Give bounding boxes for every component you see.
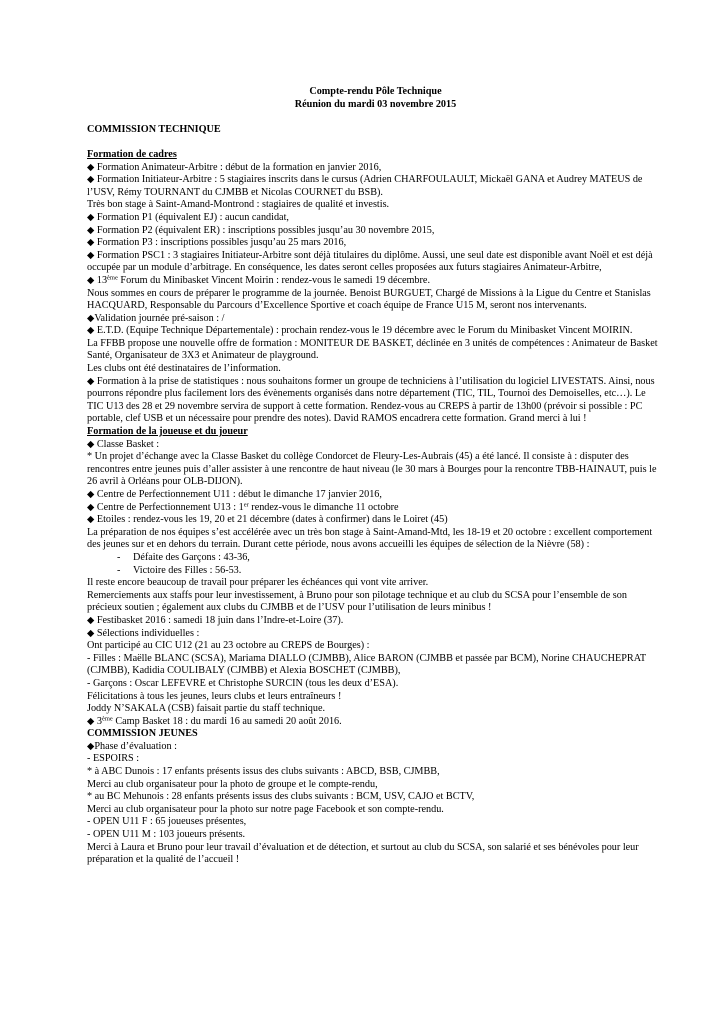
document-subtitle: Réunion du mardi 03 novembre 2015 [294, 98, 457, 110]
paragraph-text: Défaite des Garçons : 43-36, [133, 551, 250, 563]
spacer [87, 136, 664, 149]
diamond-bullet-icon: ◆ [87, 238, 95, 249]
paragraph: - OPEN U11 M : 103 joueurs présents. [87, 829, 246, 841]
paragraph-text: Formation à la prise de statistiques : nous souhaitons former un groupe de techniciens à l’utilisation du logiciel LIVESTATS. Ainsi, nous pourrons répondre plus facilement lors des évènements organisés dans notre département (TIC, TIL, Tournoi des Demoiselles, etc…). Le TIC U13 des 28 et 29 novembre servira de support à cette formation. Rendez-vous au CREPS à partir de 13h00 (prévoir si possible : PC portable, clef USB et un nécessaire pour prendre des notes). David RAMOS encadrera cette formation. Grand merci à lui ! [87, 375, 655, 425]
paragraph-text: Formation P3 : inscriptions possibles jusqu’au 25 mars 2016, [96, 237, 347, 249]
paragraph: Remerciements aux staffs pour leur investissement, à Bruno pour son pilotage technique et au club du SCSA pour l’ensemble de son précieux soutien ; également aux clubs du CJMBB et de l’USV pour l’utilisation de leurs minibus ! [87, 589, 627, 614]
list-item [87, 325, 664, 338]
paragraph-text: Formation PSC1 : 3 stagiaires Initiateur-Arbitre sont déjà titulaires du diplôme. Aussi, une seul date est disponible avant Noël et est déjà occupée par un module d’arbitrage. En conséquence, les dates seront celles proposées aux futurs stagiaires Animateur-Arbitre, [87, 249, 653, 274]
dash-icon: - [117, 551, 121, 563]
spacer [87, 111, 664, 124]
list-item [87, 439, 664, 452]
paragraph-text: Formation P2 (équivalent ER) : inscriptions possibles jusqu’au 30 novembre 2015, [96, 224, 435, 236]
list-item [87, 502, 664, 515]
paragraph-text: Forum du Minibasket Vincent Moirin : rendez-vous le samedi 19 décembre. [117, 274, 430, 286]
paragraph-text: Formation Animateur-Arbitre : début de la formation en janvier 2016, [96, 161, 382, 173]
paragraph: Les clubs ont été destinataires de l’information. [87, 363, 281, 375]
dash-list-item [87, 565, 664, 578]
diamond-bullet-icon: ◆ [87, 313, 95, 324]
paragraph: * au BC Mehunois : 28 enfants présents issus des clubs suivants : BCM, USV, CAJO et BCTV, [87, 791, 475, 803]
paragraph: Merci au club organisateur pour la photo de groupe et le compte-rendu, [87, 778, 378, 790]
paragraph: Très bon stage à Saint-Amand-Montrond : stagiaires de qualité et investis. [87, 199, 390, 211]
paragraph-text: Camp Basket 18 : du mardi 16 au samedi 20 août 2016. [112, 715, 342, 727]
diamond-bullet-icon: ◆ [87, 628, 95, 639]
dash-list-item [87, 552, 664, 565]
list-item [87, 489, 664, 502]
paragraph: La FFBB propose une nouvelle offre de formation : MONITEUR DE BASKET, déclinée en 3 unités de compétences : Animateur de Basket Santé, Organisateur de 3X3 et Animateur de playground. [87, 337, 658, 362]
list-item [87, 275, 664, 288]
section-commission-technique: COMMISSION TECHNIQUE [87, 123, 221, 135]
list-item [87, 741, 664, 754]
paragraph: Ont participé au CIC U12 (21 au 23 octobre au CREPS de Bourges) : [87, 640, 370, 652]
diamond-bullet-icon: ◆ [87, 439, 95, 450]
ordinal-suffix: ème [107, 274, 118, 282]
list-item [87, 212, 664, 225]
paragraph-text: E.T.D. (Equipe Technique Départementale) : prochain rendez-vous le 19 décembre avec le Forum du Minibasket Vincent MOIRIN. [96, 325, 633, 337]
paragraph: Nous sommes en cours de préparer le programme de la journée. Benoist BURGUET, Chargé de Missions à la Ligue du Centre et Stanislas HACQUARD, Responsable du Parcours d’Excellence Sportive et coach équipe de France U15 M, seront nos intervenants. [87, 287, 651, 312]
paragraph: Merci à Laura et Bruno pour leur travail d’évaluation et de détection, et surtout au club du SCSA, son salarié et ses bénévoles pour leur préparation et la qualité de l’accueil ! [87, 841, 639, 866]
dash-icon: - [117, 564, 121, 576]
ordinal-suffix: ème [101, 715, 113, 723]
ordinal-number: 3 [96, 715, 102, 727]
list-item [87, 225, 664, 238]
paragraph: * à ABC Dunois : 17 enfants présents issus des clubs suivants : ABCD, BSB, CJMBB, [87, 766, 440, 778]
diamond-bullet-icon: ◆ [87, 250, 95, 261]
paragraph-text: Sélections individuelles : [96, 627, 200, 639]
paragraph-text: Victoire des Filles : 56-53. [133, 564, 242, 576]
ordinal-suffix: er [243, 501, 249, 509]
paragraph-text: Formation P1 (équivalent EJ) : aucun candidat, [96, 211, 289, 223]
diamond-bullet-icon: ◆ [87, 741, 95, 752]
subsection-formation-joueuse: Formation de la joueuse et du joueur [87, 426, 248, 438]
list-item [87, 162, 664, 175]
paragraph: Il reste encore beaucoup de travail pour préparer les échéances qui vont vite arriver. [87, 577, 429, 589]
diamond-bullet-icon: ◆ [87, 225, 95, 236]
paragraph: La préparation de nos équipes s’est accélérée avec un très bon stage à Saint-Amand-Mtd, les 18-19 et 20 octobre : excellent comportement des jeunes sur et en dehors du terrain. Durant cette période, nous avons accueilli les équipes de sélection de la Nièvre (58) : [87, 526, 653, 551]
diamond-bullet-icon: ◆ [87, 162, 95, 173]
ordinal-number: 13 [96, 274, 108, 286]
diamond-bullet-icon: ◆ [87, 175, 95, 186]
subsection-formation-cadres: Formation de cadres [87, 148, 177, 160]
list-item [87, 376, 664, 426]
list-item [87, 237, 664, 250]
paragraph-text: Validation journée pré-saison : / [94, 312, 225, 324]
diamond-bullet-icon: ◆ [87, 490, 95, 500]
diamond-bullet-icon: ◆ [87, 615, 95, 626]
list-item [87, 174, 664, 199]
paragraph-text: Formation Initiateur-Arbitre : 5 stagiaires inscrits dans le cursus (Adrien CHARFOULAULT, Mickaël GANA et Audrey MATEUS de l’USV, Rémy TOURNANT du CJMBB et Nicolas COURNET du BSB). [87, 174, 643, 198]
paragraph-text: Centre de Perfectionnement U13 : 1 [96, 501, 244, 513]
paragraph-text: rendez-vous le dimanche 11 octobre [248, 501, 399, 513]
paragraph-text: Phase d’évaluation : [94, 740, 177, 752]
diamond-bullet-icon: ◆ [87, 326, 95, 337]
paragraph: - Garçons : Oscar LEFEVRE et Christophe SURCIN (tous les deux d’ESA). [87, 677, 399, 689]
paragraph-text: Centre de Perfectionnement U11 : début le dimanche 17 janvier 2016, [96, 489, 382, 500]
paragraph-text: Festibasket 2016 : samedi 18 juin dans l’Indre-et-Loire (37). [96, 614, 344, 626]
paragraph: - Filles : Maëlle BLANC (SCSA), Mariama DIALLO (CJMBB), Alice BARON (CJMBB et passée par BCM), Norine CHAUCHEPRAT (CJMBB), Kadidia COULIBALY (CJMBB) et Alexia BOSCHET (CJMBB), [87, 652, 646, 677]
paragraph: Joddy N’SAKALA (CSB) faisait partie du staff technique. [87, 703, 326, 715]
paragraph: - ESPOIRS : [87, 753, 140, 765]
list-item [87, 250, 664, 275]
diamond-bullet-icon: ◆ [87, 716, 95, 727]
diamond-bullet-icon: ◆ [87, 376, 95, 387]
section-commission-jeunes: COMMISSION JEUNES [87, 728, 198, 740]
paragraph: - OPEN U11 F : 65 joueuses présentes, [87, 816, 247, 828]
diamond-bullet-icon: ◆ [87, 212, 95, 223]
diamond-bullet-icon: ◆ [87, 275, 95, 286]
paragraph: Félicitations à tous les jeunes, leurs clubs et leurs entraîneurs ! [87, 690, 342, 702]
document-title: Compte-rendu Pôle Technique [309, 86, 442, 97]
list-item [87, 313, 664, 326]
paragraph-text: Classe Basket : [96, 438, 160, 450]
list-item [87, 628, 664, 641]
diamond-bullet-icon: ◆ [87, 502, 95, 513]
list-item [87, 514, 664, 527]
list-item [87, 716, 664, 729]
diamond-bullet-icon: ◆ [87, 515, 95, 526]
paragraph: * Un projet d’échange avec la Classe Basket du collège Condorcet de Fleury-Les-Aubrais (45) a été lancé. Il consiste à : disputer des rencontres entre jeunes puis d’aller assister à une rencontre de haut niveau (le 30 mars à Bourges pour la rencontre TBB-HAINAUT, puis le 26 avril à Orléans pour OLB-DIJON). [87, 451, 657, 488]
paragraph: Merci au club organisateur pour la photo sur notre page Facebook et son compte-rendu. [87, 803, 444, 815]
list-item [87, 615, 664, 628]
paragraph-text: Etoiles : rendez-vous les 19, 20 et 21 décembre (dates à confirmer) dans le Loiret (45) [96, 514, 448, 526]
